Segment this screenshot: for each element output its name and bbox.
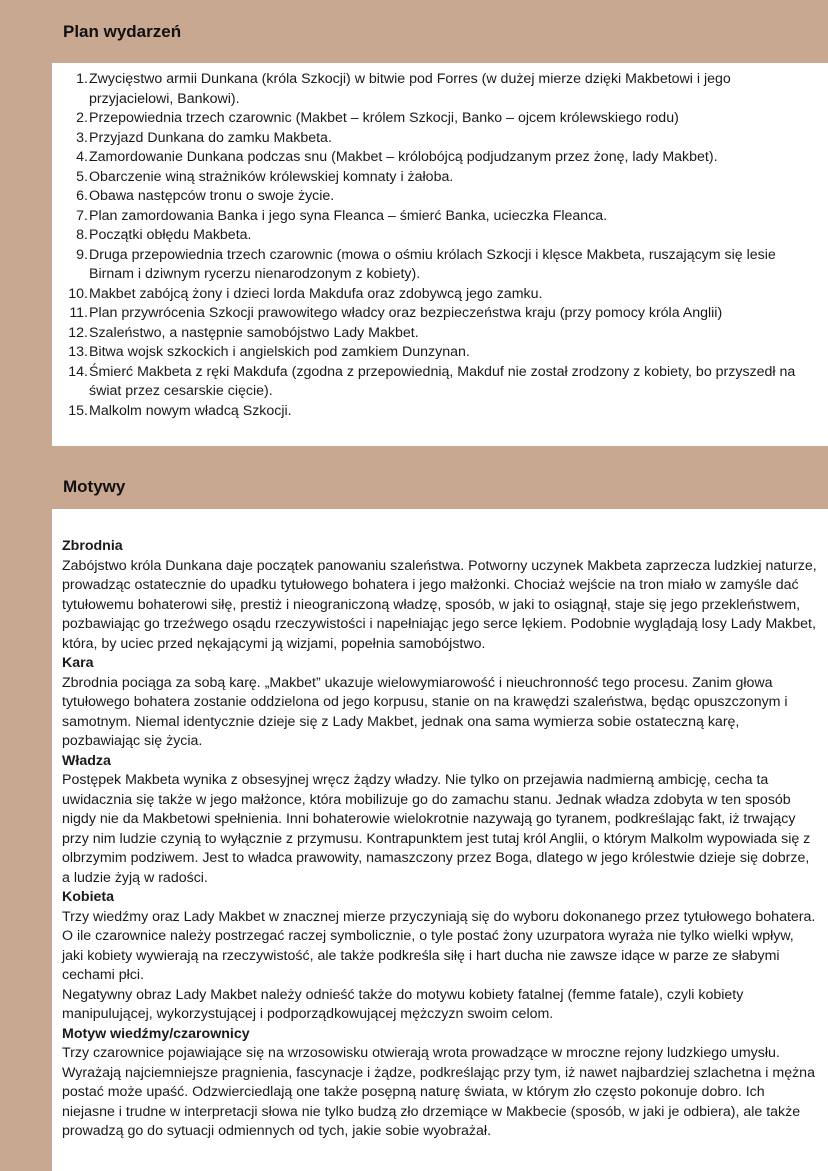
event-text: Zwycięstwo armii Dunkana (króla Szkocji) w bitwie pod Forres (w dużej mierze dzięki Makbetowi i jego przyjacielowi, Bankowi).	[89, 71, 731, 107]
event-number: 12.	[68, 324, 88, 341]
event-number: 14.	[68, 363, 88, 380]
event-number: 7.	[76, 207, 88, 224]
event-item	[66, 246, 814, 285]
event-text: Przepowiednia trzech czarownic (Makbet – królem Szkocji, Banko – ojcem królewskiego rodu)	[89, 110, 679, 126]
event-number: 4.	[76, 149, 88, 165]
motif-paragraph: Negatywny obraz Lady Makbet należy odnieść także do motywu kobiety fatalnej (femme fatale), czyli kobiety manipulującej, wykorzystującej i podporządkowującej mężczyzn swoim celom.	[62, 986, 744, 1022]
event-text: Obawa następców tronu o swoje życie.	[89, 188, 335, 204]
motif-paragraph: Zabójstwo króla Dunkana daje początek panowaniu szaleństwa. Potworny uczynek Makbeta zaprzecza ludzkiej naturze, prowadząc ostatecznie do upadku tytułowego bohatera i jego małżonki. Chociaż wejście na tron miało w zamyśle dać tytułowemu bohaterowi siłę, prestiż i nieograniczoną władzę, sposób, w jaki to osiągnął, staje się jego przekleństwem, pozbawiając go trzeźwego osądu rzeczywistości i napełniając jego serce lękiem. Podobnie wyglądają losy Lady Makbet, która, by uciec przed nękającymi ją wizjami, popełnia samobójstwo.	[62, 557, 817, 652]
event-text: Śmierć Makbeta z ręki Makdufa (zgodna z przepowiednią, Makduf nie został zrodzony z kobiety, bo przyszedł na świat przez cesarskie cięcie).	[89, 363, 796, 399]
event-item	[66, 207, 814, 227]
event-text: Zamordowanie Dunkana podczas snu (Makbet – królobójcą podjudzanym przez żonę, lady Makbet).	[89, 149, 718, 165]
motif-section	[62, 1025, 818, 1142]
plan-panel	[52, 63, 828, 446]
event-number: 8.	[76, 227, 88, 243]
motifs-section-title: Motywy	[63, 477, 126, 496]
event-item	[66, 285, 814, 305]
event-number: 2.	[76, 110, 88, 126]
event-number: 9.	[76, 246, 88, 263]
motifs-panel	[52, 509, 828, 1171]
motif-heading: Motyw wiedźmy/czarownicy	[62, 1025, 250, 1042]
motif-paragraph: Trzy wiedźmy oraz Lady Makbet w znacznej mierze przyczyniają się do wyboru dokonanego przez tytułowego bohatera. O ile czarownice należy postrzegać raczej symbolicznie, o tyle postać żony uzurpatora wyraża nie tylko wielki wpływ, jaki kobiety wywierają na rzeczywistość, ale także podkreśla siłę i hart ducha nie zawsze idące w parze ze słabymi cechami płci.	[62, 908, 816, 983]
plan-section-title: Plan wydarzeń	[63, 22, 182, 41]
motif-heading: Władza	[62, 752, 111, 769]
events-list	[66, 70, 814, 421]
event-text: Bitwa wojsk szkockich i angielskich pod zamkiem Dunzynan.	[89, 344, 470, 360]
event-text: Plan zamordowania Banka i jego syna Fleanca – śmierć Banka, ucieczka Fleanca.	[89, 207, 608, 224]
event-text: Przyjazd Dunkana do zamku Makbeta.	[89, 129, 332, 146]
motifs-list	[62, 537, 818, 1142]
event-item	[66, 148, 814, 168]
event-item	[66, 109, 814, 129]
event-number: 13.	[68, 344, 88, 360]
event-item	[66, 129, 814, 149]
event-item	[66, 304, 814, 324]
event-text: Szaleństwo, a następnie samobójstwo Lady Makbet.	[89, 324, 419, 341]
event-text: Makbet zabójcą żony i dzieci lorda Makdufa oraz zdobywcą jego zamku.	[89, 285, 543, 302]
event-text: Malkolm nowym władcą Szkocji.	[89, 402, 292, 419]
event-item	[66, 168, 814, 188]
event-number: 1.	[76, 71, 88, 87]
motif-section	[62, 654, 818, 752]
motif-paragraph: Trzy czarownice pojawiające się na wrzosowisku otwierają wrota prowadzące w mroczne rejony ludzkiego umysłu. Wyrażają najciemniejsze pragnienia, fascynacje i żądze, podkreślając przy tym, iż nawet najbardziej szlachetna i mężna postać może upaść. Odzwierciedlają one także posępną naturę świata, w którym zło często pokonuje dobro. Ich niejasne i trudne w interpretacji słowa nie tylko budzą zło drzemiące w Makbecie (sposób, w jaki je odbiera), ale także prowadzą go do sytuacji odmiennych od tych, jakie sobie wyobrażał.	[62, 1045, 815, 1139]
motif-section	[62, 888, 818, 1025]
event-number: 5.	[76, 168, 88, 185]
event-item	[66, 343, 814, 363]
motif-heading: Kobieta	[62, 889, 115, 905]
event-item	[66, 324, 814, 344]
event-number: 11.	[69, 305, 88, 321]
event-item	[66, 226, 814, 246]
event-text: Druga przepowiednia trzech czarownic (mowa o ośmiu królach Szkocji i klęsce Makbeta, ruszającym się lesie Birnam i dziwnym rycerzu nienarodzonym z kobiety).	[89, 246, 776, 282]
event-item	[66, 363, 814, 402]
motif-heading: Kara	[62, 655, 94, 671]
event-item	[66, 70, 814, 109]
motif-heading: Zbrodnia	[62, 538, 123, 554]
motif-paragraph: Zbrodnia pociąga za sobą karę. „Makbet” ukazuje wielowymiarowość i nieuchronność tego procesu. Zanim głowa tytułowego bohatera zostanie oddzielona od jego korpusu, stanie on na krawędzi szaleństwa, będąc opuszczonym i samotnym. Niemal identycznie dzieje się z Lady Makbet, jednak ona sama wymierza sobie ostateczną karę, pozbawiając się życia.	[62, 674, 788, 749]
motif-paragraph: Postępek Makbeta wynika z obsesyjnej wręcz żądzy władzy. Nie tylko on przejawia nadmierną ambicję, cecha ta uwidacznia się także w jego małżonce, która mobilizuje go do zamachu stanu. Jednak władza zdobyta w ten sposób nigdy nie da Makbetowi spełnienia. Inni bohaterowie wielokrotnie nazywają go tyranem, podkreślając fakt, iż trwający przy nim ludzie czynią to wyłącznie z przymusu. Kontrapunktem jest tutaj król Anglii, o którym Malkolm wypowiada się z olbrzymim podziwem. Jest to władca prawowity, namaszczony przez Boga, dlatego w jego królestwie dzieje się dobrze, a ludzie żyją w radości.	[62, 772, 811, 886]
event-number: 3.	[76, 129, 88, 146]
motif-section	[62, 537, 818, 654]
event-text: Plan przywrócenia Szkocji prawowitego władcy oraz bezpieczeństwa kraju (przy pomocy króla Anglii)	[89, 305, 723, 321]
event-text: Początki obłędu Makbeta.	[89, 227, 252, 243]
event-item	[66, 187, 814, 207]
event-item	[66, 402, 814, 422]
event-number: 15.	[68, 402, 88, 419]
event-number: 10.	[68, 285, 88, 302]
motif-section	[62, 752, 818, 889]
event-number: 6.	[76, 188, 88, 204]
event-text: Obarczenie winą strażników królewskiej komnaty i żałoba.	[89, 168, 454, 185]
